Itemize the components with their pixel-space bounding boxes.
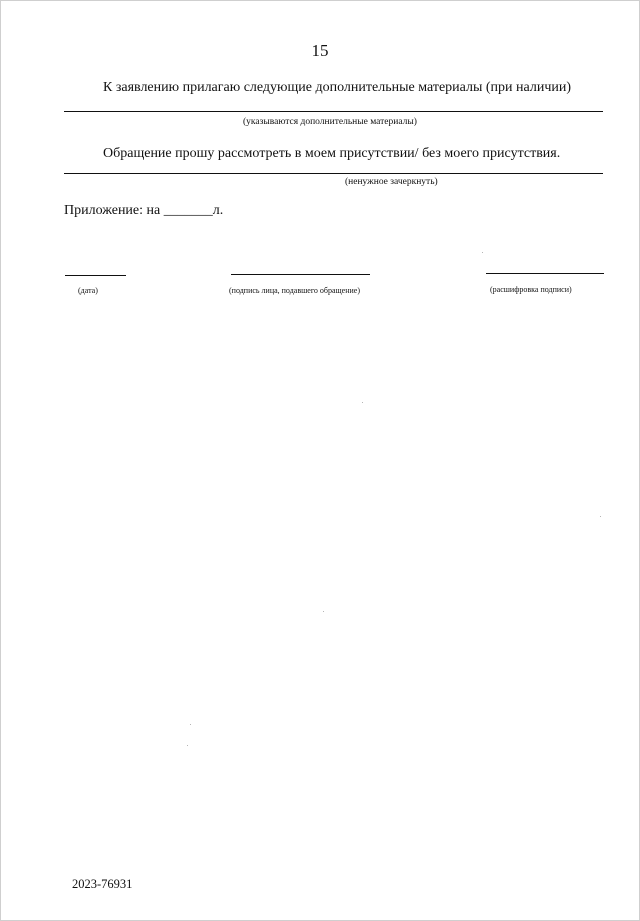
attachment-blank: _______ (163, 203, 213, 218)
attachment-line (64, 203, 223, 219)
page-number: 15 (311, 41, 329, 60)
decryption-caption: (расшифровка подписи) (490, 285, 572, 294)
scan-speck (362, 402, 363, 403)
materials-line (64, 111, 603, 112)
scan-speck (323, 611, 324, 612)
materials-text: К заявлению прилагаю следующие дополнительные материалы (при наличии) (103, 80, 572, 95)
presence-text: Обращение прошу рассмотреть в моем присутствии/ без моего присутствия. (103, 146, 561, 161)
materials-caption: (указываются дополнительные материалы) (243, 117, 417, 127)
scan-speck (190, 724, 191, 725)
date-line (65, 275, 126, 276)
attachment-label: Приложение: на (64, 203, 161, 218)
presence-caption: (ненужное зачеркнуть) (345, 177, 438, 187)
signature-line (231, 274, 370, 275)
signature-caption: (подпись лица, подавшего обращение) (229, 286, 361, 295)
scan-speck (187, 745, 188, 746)
decryption-line (486, 273, 604, 274)
presence-line (64, 173, 603, 174)
scan-speck (482, 252, 483, 253)
attachment-unit: л. (212, 203, 224, 218)
scan-speck (600, 516, 601, 517)
date-caption: (дата) (78, 286, 98, 295)
document-code: 2023-76931 (72, 877, 133, 891)
